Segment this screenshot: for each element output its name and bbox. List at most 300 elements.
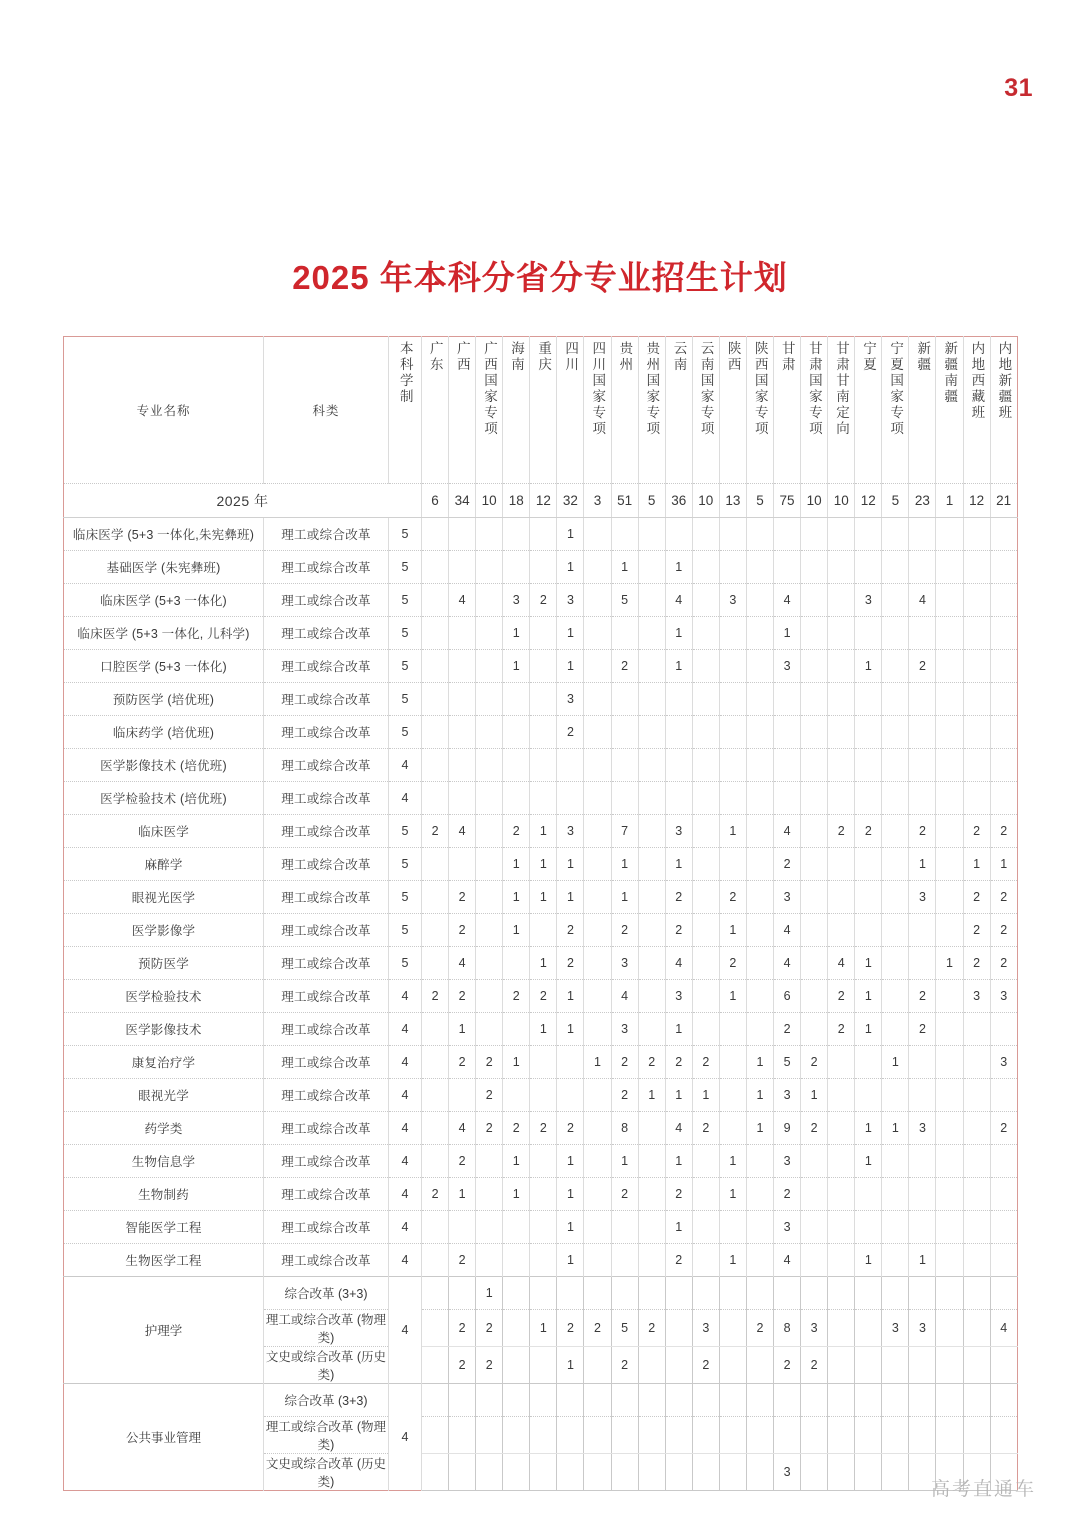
years-cell: 4 (389, 1112, 422, 1145)
quota-cell (963, 1417, 990, 1454)
page-number: 31 (1004, 74, 1033, 102)
quota-cell (936, 1178, 963, 1211)
quota-cell (963, 1310, 990, 1347)
quota-cell (774, 1277, 801, 1310)
years-cell: 4 (389, 1384, 422, 1491)
quota-cell (476, 782, 503, 815)
quota-cell (828, 584, 855, 617)
quota-cell (855, 1454, 882, 1491)
quota-cell (422, 1046, 449, 1079)
quota-cell (990, 518, 1017, 551)
category-cell: 理工或综合改革 (物理类) (264, 1417, 389, 1454)
col-header-province (963, 337, 990, 484)
col-header-province (422, 337, 449, 484)
years-cell: 4 (389, 1046, 422, 1079)
major-name-cell: 临床医学 (5+3 一体化,朱宪彝班) (64, 518, 264, 551)
quota-cell (665, 1347, 692, 1384)
quota-cell: 3 (990, 1046, 1017, 1079)
quota-cell (963, 749, 990, 782)
quota-cell (476, 1211, 503, 1244)
quota-cell (611, 716, 638, 749)
table-row (64, 1145, 1018, 1178)
quota-cell (584, 1277, 611, 1310)
quota-cell (584, 1079, 611, 1112)
quota-cell (990, 716, 1017, 749)
quota-cell (422, 1013, 449, 1046)
quota-cell (476, 980, 503, 1013)
quota-cell (449, 1384, 476, 1417)
quota-cell (557, 782, 584, 815)
quota-cell (936, 1384, 963, 1417)
quota-cell (422, 683, 449, 716)
quota-cell (882, 518, 909, 551)
quota-cell (530, 1211, 557, 1244)
quota-cell (476, 650, 503, 683)
quota-cell (963, 650, 990, 683)
col-header-province-label: 四川国家专项 (590, 341, 606, 437)
col-header-province (774, 337, 801, 484)
quota-cell: 3 (557, 584, 584, 617)
quota-cell (746, 1145, 773, 1178)
col-header-province-label: 重庆 (536, 341, 552, 373)
quota-cell: 2 (692, 1046, 719, 1079)
quota-cell (530, 1046, 557, 1079)
quota-cell (963, 1384, 990, 1417)
quota-cell (828, 551, 855, 584)
major-name-cell: 临床医学 (64, 815, 264, 848)
quota-cell: 3 (557, 815, 584, 848)
years-cell: 5 (389, 650, 422, 683)
quota-cell (584, 947, 611, 980)
table-row-group-sub (64, 1384, 1018, 1417)
quota-cell (882, 815, 909, 848)
quota-cell (422, 1310, 449, 1347)
quota-cell (909, 716, 936, 749)
quota-cell (746, 914, 773, 947)
quota-cell (611, 1384, 638, 1417)
quota-cell: 2 (557, 1112, 584, 1145)
col-header-province (828, 337, 855, 484)
quota-cell (692, 782, 719, 815)
years-cell: 4 (389, 1211, 422, 1244)
quota-cell (638, 848, 665, 881)
quota-cell (828, 518, 855, 551)
quota-cell (828, 749, 855, 782)
quota-cell: 1 (665, 650, 692, 683)
quota-cell (855, 881, 882, 914)
quota-cell (584, 551, 611, 584)
col-header-province (476, 337, 503, 484)
quota-cell (503, 1013, 530, 1046)
quota-cell: 2 (611, 1178, 638, 1211)
quota-cell: 1 (611, 1145, 638, 1178)
quota-cell: 1 (665, 1211, 692, 1244)
quota-cell: 2 (503, 980, 530, 1013)
quota-cell: 4 (449, 584, 476, 617)
quota-cell: 1 (719, 815, 746, 848)
quota-cell: 3 (990, 980, 1017, 1013)
major-name-cell: 生物医学工程 (64, 1244, 264, 1277)
quota-cell (584, 980, 611, 1013)
quota-cell: 3 (801, 1310, 828, 1347)
quota-cell (638, 815, 665, 848)
col-header-province-label: 海南 (509, 341, 525, 373)
quota-cell: 1 (719, 980, 746, 1013)
quota-cell: 1 (557, 1013, 584, 1046)
major-name-cell: 临床药学 (培优班) (64, 716, 264, 749)
quota-cell (963, 1145, 990, 1178)
quota-cell (882, 848, 909, 881)
table-row (64, 1244, 1018, 1277)
quota-cell: 2 (774, 848, 801, 881)
quota-cell (692, 1178, 719, 1211)
quota-cell (719, 1384, 746, 1417)
quota-cell: 5 (611, 584, 638, 617)
quota-cell (882, 551, 909, 584)
quota-cell (882, 1013, 909, 1046)
table-row (64, 881, 1018, 914)
quota-cell (936, 1013, 963, 1046)
table-row (64, 1112, 1018, 1145)
quota-cell: 1 (882, 1046, 909, 1079)
major-name-cell: 生物制药 (64, 1178, 264, 1211)
table-row (64, 848, 1018, 881)
quota-cell (530, 617, 557, 650)
category-cell: 理工或综合改革 (264, 815, 389, 848)
quota-cell (692, 584, 719, 617)
quota-cell: 1 (855, 1112, 882, 1145)
quota-cell (611, 617, 638, 650)
quota-cell (828, 1178, 855, 1211)
quota-cell (503, 749, 530, 782)
quota-cell: 1 (882, 1112, 909, 1145)
quota-cell: 2 (909, 650, 936, 683)
category-cell: 理工或综合改革 (264, 1178, 389, 1211)
quota-cell (909, 1145, 936, 1178)
quota-cell (638, 683, 665, 716)
quota-cell (692, 1417, 719, 1454)
quota-cell (855, 1384, 882, 1417)
quota-cell (855, 1417, 882, 1454)
quota-cell (449, 782, 476, 815)
table-row (64, 1211, 1018, 1244)
quota-cell: 3 (882, 1310, 909, 1347)
category-cell: 理工或综合改革 (264, 947, 389, 980)
quota-cell (665, 683, 692, 716)
quota-cell (584, 1211, 611, 1244)
quota-cell: 2 (692, 1112, 719, 1145)
col-header-province-label: 广西 (454, 341, 470, 373)
quota-cell (936, 1277, 963, 1310)
quota-cell: 1 (855, 947, 882, 980)
quota-cell (746, 1244, 773, 1277)
quota-cell (801, 551, 828, 584)
quota-cell (557, 1417, 584, 1454)
year-summary-value: 3 (584, 484, 611, 518)
quota-cell (476, 815, 503, 848)
quota-cell (855, 1347, 882, 1384)
quota-cell (476, 1384, 503, 1417)
quota-cell (936, 617, 963, 650)
years-cell: 4 (389, 1079, 422, 1112)
quota-cell (476, 551, 503, 584)
quota-cell (422, 1244, 449, 1277)
quota-cell: 1 (449, 1178, 476, 1211)
quota-cell (828, 1454, 855, 1491)
quota-cell (584, 1145, 611, 1178)
quota-cell (638, 1112, 665, 1145)
category-cell: 理工或综合改革 (264, 650, 389, 683)
quota-cell: 4 (449, 1112, 476, 1145)
category-cell: 综合改革 (3+3) (264, 1277, 389, 1310)
quota-cell: 2 (611, 650, 638, 683)
quota-cell (449, 518, 476, 551)
col-header-province (530, 337, 557, 484)
quota-cell (936, 881, 963, 914)
table-row (64, 749, 1018, 782)
years-cell: 4 (389, 1145, 422, 1178)
quota-cell (774, 782, 801, 815)
quota-cell (963, 551, 990, 584)
quota-cell (746, 749, 773, 782)
col-header-years-label: 本科学制 (397, 341, 413, 405)
col-header-province (557, 337, 584, 484)
quota-cell (990, 1145, 1017, 1178)
quota-cell (476, 1178, 503, 1211)
quota-cell (801, 980, 828, 1013)
quota-cell (449, 749, 476, 782)
year-summary-value: 75 (774, 484, 801, 518)
quota-cell (638, 1347, 665, 1384)
quota-cell (909, 1347, 936, 1384)
quota-cell (638, 914, 665, 947)
quota-cell (692, 914, 719, 947)
category-cell: 理工或综合改革 (264, 881, 389, 914)
quota-cell (882, 782, 909, 815)
quota-cell: 4 (449, 947, 476, 980)
col-header-province-label: 宁夏 (861, 341, 877, 373)
quota-cell (801, 1417, 828, 1454)
quota-cell (665, 1384, 692, 1417)
quota-cell (746, 848, 773, 881)
quota-cell (719, 650, 746, 683)
category-cell: 理工或综合改革 (264, 980, 389, 1013)
quota-cell (530, 1178, 557, 1211)
quota-cell: 2 (476, 1079, 503, 1112)
quota-cell (801, 848, 828, 881)
quota-cell (476, 947, 503, 980)
quota-cell (990, 1211, 1017, 1244)
quota-cell: 3 (774, 1454, 801, 1491)
year-summary-value: 10 (476, 484, 503, 518)
major-name-cell: 麻醉学 (64, 848, 264, 881)
col-header-province (746, 337, 773, 484)
quota-cell (855, 1211, 882, 1244)
quota-cell (422, 584, 449, 617)
quota-cell: 1 (530, 947, 557, 980)
quota-cell: 1 (665, 617, 692, 650)
quota-cell (828, 1277, 855, 1310)
quota-cell (990, 1079, 1017, 1112)
quota-cell (909, 1211, 936, 1244)
quota-cell (530, 1417, 557, 1454)
quota-cell (665, 1310, 692, 1347)
quota-cell (530, 782, 557, 815)
major-name-cell: 眼视光医学 (64, 881, 264, 914)
quota-cell: 4 (665, 584, 692, 617)
col-header-province-label: 甘肃国家专项 (806, 341, 822, 437)
quota-cell: 3 (774, 1145, 801, 1178)
quota-cell (882, 1454, 909, 1491)
quota-cell (963, 1347, 990, 1384)
quota-cell: 2 (855, 815, 882, 848)
quota-cell (422, 914, 449, 947)
years-cell: 5 (389, 551, 422, 584)
quota-cell: 2 (557, 1310, 584, 1347)
quota-cell (692, 1211, 719, 1244)
quota-cell: 2 (719, 881, 746, 914)
quota-cell: 2 (801, 1347, 828, 1384)
quota-cell (963, 1112, 990, 1145)
quota-cell (503, 1310, 530, 1347)
quota-cell (503, 683, 530, 716)
quota-cell (530, 1384, 557, 1417)
quota-cell (584, 1178, 611, 1211)
quota-cell (990, 617, 1017, 650)
years-cell: 5 (389, 881, 422, 914)
col-header-province-label: 广东 (427, 341, 443, 373)
quota-cell: 6 (774, 980, 801, 1013)
col-header-category: 科类 (264, 337, 389, 484)
quota-cell (449, 1277, 476, 1310)
quota-cell (746, 518, 773, 551)
quota-cell: 3 (665, 815, 692, 848)
quota-cell (936, 551, 963, 584)
years-cell: 5 (389, 683, 422, 716)
quota-cell: 2 (503, 1112, 530, 1145)
quota-cell (882, 1417, 909, 1454)
category-cell: 理工或综合改革 (264, 1244, 389, 1277)
quota-cell: 1 (557, 650, 584, 683)
quota-cell: 2 (774, 1013, 801, 1046)
watermark: 高考直通车 (930, 1479, 1036, 1500)
quota-cell (584, 650, 611, 683)
quota-cell: 1 (719, 1145, 746, 1178)
quota-cell (990, 1013, 1017, 1046)
years-cell: 4 (389, 1277, 422, 1384)
table-row (64, 815, 1018, 848)
quota-cell (855, 1178, 882, 1211)
quota-cell: 2 (611, 1046, 638, 1079)
quota-cell (422, 617, 449, 650)
col-header-province-label: 内地西藏班 (969, 341, 985, 421)
quota-cell (638, 551, 665, 584)
quota-cell (557, 1454, 584, 1491)
quota-cell (746, 881, 773, 914)
col-header-province-label: 广西国家专项 (481, 341, 497, 437)
quota-cell (746, 1384, 773, 1417)
quota-cell: 1 (503, 881, 530, 914)
quota-cell: 1 (530, 1013, 557, 1046)
quota-cell: 2 (611, 1079, 638, 1112)
quota-cell (990, 650, 1017, 683)
quota-cell: 3 (909, 1112, 936, 1145)
quota-cell (584, 914, 611, 947)
quota-cell: 3 (665, 980, 692, 1013)
quota-cell (828, 1211, 855, 1244)
quota-cell (855, 551, 882, 584)
col-header-province (449, 337, 476, 484)
quota-cell (936, 782, 963, 815)
year-summary-value: 51 (611, 484, 638, 518)
quota-cell (963, 683, 990, 716)
quota-cell: 1 (990, 848, 1017, 881)
quota-cell (422, 749, 449, 782)
quota-cell (801, 716, 828, 749)
quota-cell (503, 947, 530, 980)
quota-cell (584, 1244, 611, 1277)
quota-cell (963, 518, 990, 551)
quota-cell: 2 (611, 914, 638, 947)
quota-cell (746, 1454, 773, 1491)
quota-cell (719, 1112, 746, 1145)
quota-cell (882, 1178, 909, 1211)
quota-cell (746, 551, 773, 584)
quota-cell: 1 (611, 848, 638, 881)
quota-cell (746, 716, 773, 749)
quota-cell: 8 (611, 1112, 638, 1145)
year-summary-value: 10 (801, 484, 828, 518)
quota-cell (503, 1384, 530, 1417)
quota-cell (855, 1277, 882, 1310)
quota-cell (584, 1454, 611, 1491)
quota-cell (530, 749, 557, 782)
quota-cell (638, 1244, 665, 1277)
quota-cell: 2 (801, 1112, 828, 1145)
category-cell: 理工或综合改革 (264, 848, 389, 881)
year-summary-value: 34 (449, 484, 476, 518)
quota-cell (557, 1079, 584, 1112)
years-cell: 5 (389, 584, 422, 617)
quota-cell (936, 1145, 963, 1178)
quota-cell: 1 (692, 1079, 719, 1112)
quota-cell (801, 584, 828, 617)
quota-cell: 1 (557, 881, 584, 914)
col-header-major: 专业名称 (64, 337, 264, 484)
quota-cell (719, 716, 746, 749)
quota-cell (422, 716, 449, 749)
quota-cell (692, 1145, 719, 1178)
quota-cell: 1 (557, 1145, 584, 1178)
quota-cell (422, 551, 449, 584)
quota-cell (476, 749, 503, 782)
quota-cell (530, 1244, 557, 1277)
quota-cell: 1 (665, 848, 692, 881)
years-cell: 5 (389, 848, 422, 881)
quota-cell (909, 914, 936, 947)
major-name-cell: 公共事业管理 (64, 1384, 264, 1491)
quota-cell: 2 (476, 1112, 503, 1145)
quota-cell (963, 782, 990, 815)
quota-cell (611, 782, 638, 815)
quota-cell (936, 815, 963, 848)
quota-cell (882, 947, 909, 980)
quota-cell (503, 716, 530, 749)
col-header-province (990, 337, 1017, 484)
quota-cell: 2 (746, 1310, 773, 1347)
table-row (64, 782, 1018, 815)
quota-cell: 1 (503, 914, 530, 947)
